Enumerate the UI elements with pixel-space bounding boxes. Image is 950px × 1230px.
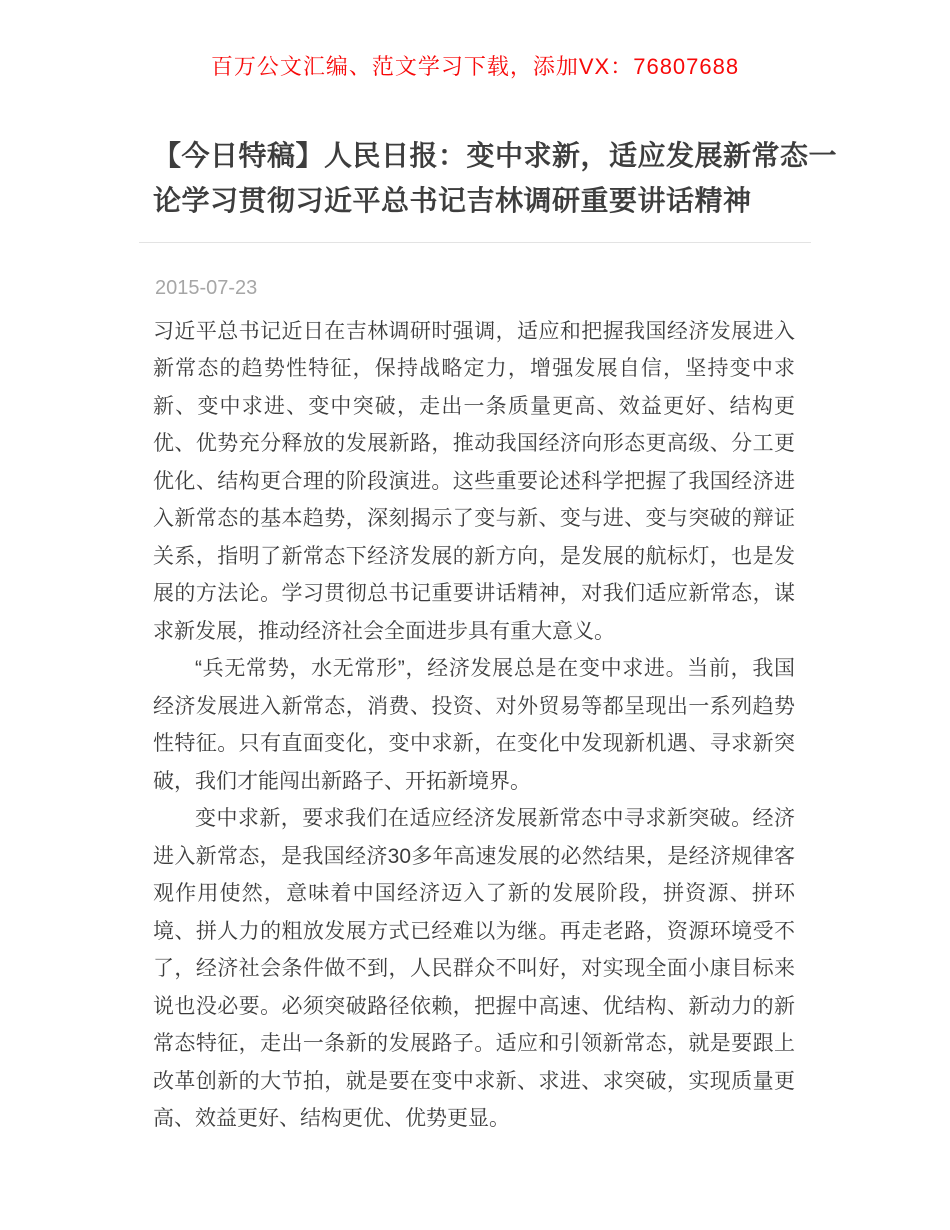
- article-container: [139, 133, 838, 1138]
- paragraph: 变中求新，要求我们在适应经济发展新常态中寻求新突破。经济进入新常态，是我国经济30多年高速发展的必然结果，是经济规律客观作用使然，意味着中国经济迈入了新的发展阶段，拼资源、拼环境、拼人力的粗放发展方式已经难以为继。再走老路，资源环境受不了，经济社会条件做不到，人民群众不叫好，对实现全面小康目标来说也没必要。必须突破路径依赖，把握中高速、优结构、新动力的新常态特征，走出一条新的发展路子。适应和引领新常态，就是要跟上改革创新的大节拍，就是要在变中求新、求进、求突破，实现质量更高、效益更好、结构更优、优势更显。: [153, 807, 795, 1131]
- article-date: 2015-07-23: [155, 276, 258, 299]
- article-body: [153, 313, 795, 1138]
- title-divider: [139, 242, 811, 243]
- paragraph: 习近平总书记近日在吉林调研时强调，适应和把握我国经济发展进入新常态的趋势性特征，保持战略定力，增强发展自信，坚持变中求新、变中求进、变中突破，走出一条质量更高、效益更好、结构更优、优势充分释放的发展新路，推动我国经济向形态更高级、分工更优化、结构更合理的阶段演进。这些重要论述科学把握了我国经济进入新常态的基本趋势，深刻揭示了变与新、变与进、变与突破的辩证关系，指明了新常态下经济发展的新方向，是发展的航标灯，也是发展的方法论。学习贯彻总书记重要讲话精神，对我们适应新常态，谋求新发展，推动经济社会全面进步具有重大意义。: [153, 319, 795, 643]
- paragraph: “兵无常势，水无常形”，经济发展总是在变中求进。当前，我国经济发展进入新常态，消费、投资、对外贸易等都呈现出一系列趋势性特征。只有直面变化，变中求新，在变化中发现新机遇、寻求新突破，我们才能闯出新路子、开拓新境界。: [153, 657, 795, 793]
- article-title: 【今日特稿】人民日报：变中求新，适应发展新常态一论学习贯彻习近平总书记吉林调研重要讲话精神: [153, 140, 838, 216]
- promo-banner: 百万公文汇编、范文学习下载，添加VX：76807688: [210, 54, 740, 79]
